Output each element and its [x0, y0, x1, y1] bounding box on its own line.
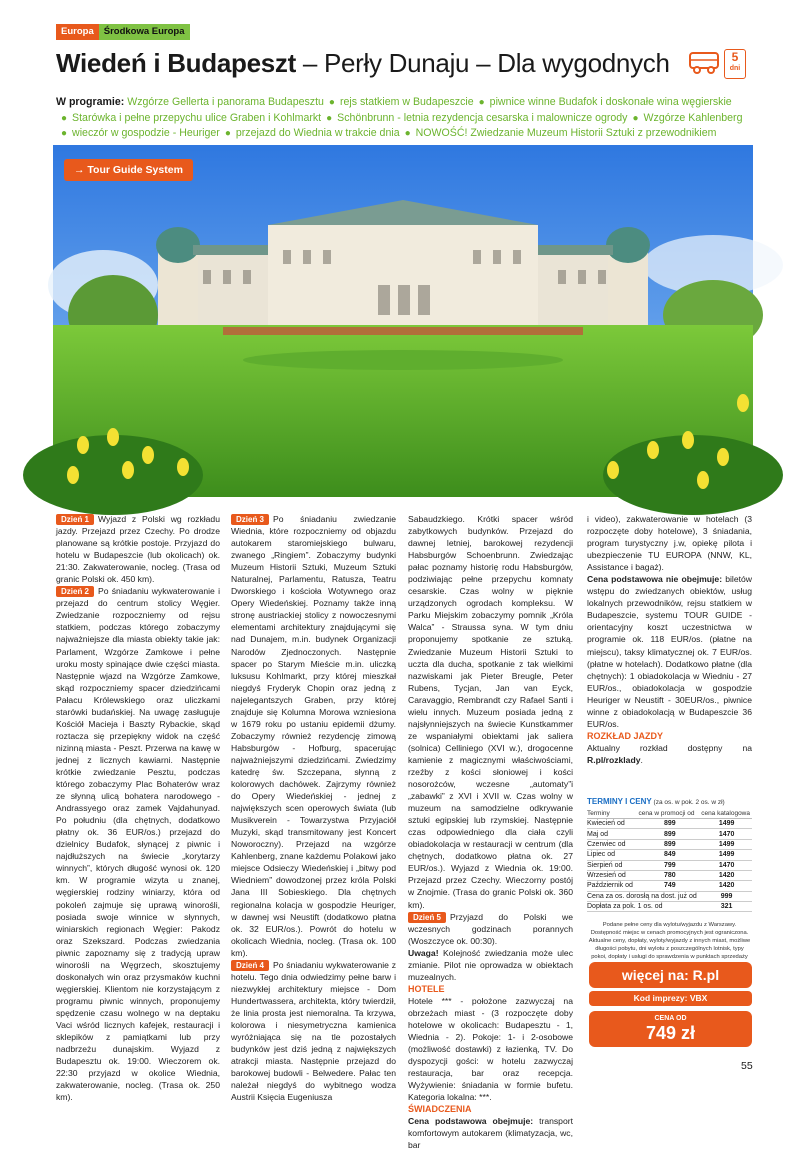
bullet-icon: ● [224, 128, 231, 139]
price-value: 749 zł [645, 1023, 696, 1043]
tour-code-label: Kod imprezy: VBX [589, 991, 752, 1006]
term-cell: Sierpień od [587, 860, 638, 870]
term-cell: Czerwiec od [587, 839, 638, 849]
single-room-label: Dopłata za pok. 1 os. od [587, 902, 701, 912]
breadcrumb-region[interactable]: Europa [56, 24, 99, 40]
table-row [587, 870, 752, 880]
price-label: CENA OD [654, 1015, 687, 1022]
promo-price-cell: 899 [638, 829, 701, 839]
exclusions-text: biletów wstępu do zwiedzanych obiektów, usług lokalnych przewodników, rejsu statkiem w Budapeszcie, systemu TOUR GUIDE - orientacyjny koszt uczestnictwa w programie ok. 118 EUR/os. (płatne na miejscu), taksy klimatycznej ok. 7 EUR/os. (płatne w hotelach). Dodatkowo płatne (dla chętnych): 1 obiadokolacja w Wiedniu - 27 EUR/os., obiadokolacja w gospodzie Heuriger w Neustift - 30EUR/os., piwnice winne z obiadokolacją w Budapeszcie 36 EUR/os. [587, 574, 752, 729]
itinerary-column-2 [231, 513, 396, 1103]
bullet-icon: ● [404, 128, 411, 139]
bullet-icon: ● [61, 128, 68, 139]
day-2-badge: Dzień 2 [56, 586, 94, 597]
prices-title: TERMINY I CENY [587, 797, 652, 806]
day-5-text: Przyjazd do Polski we wczesnych godzinach porannych (Woszczyce ok. 00:30). [408, 911, 573, 946]
term-cell: Maj od [587, 829, 638, 839]
table-row [587, 839, 752, 849]
belvedere-palace-image [53, 145, 753, 497]
program-item: NOWOŚĆ! Zwiedzanie Muzeum Historii Sztuki z przewodnikiem [415, 127, 717, 139]
schedule-text: Aktualny rozkład dostępny na [587, 742, 752, 753]
schedule-link[interactable]: R.pl/rozklady [587, 754, 641, 765]
days-unit: dni [729, 65, 741, 72]
col-header: cena katalogowa [701, 810, 750, 817]
warning-text: Kolejność zwiedzania może ulec zmianie. Pilot nie oprowadza w obiektach muzealnych. [408, 947, 573, 982]
day-3-badge: Dzień 3 [231, 514, 269, 525]
itinerary-column-1 [56, 513, 220, 1103]
hotels-text: Hotele *** - położone zazwyczaj na obrzeżach miast - (3 rozpoczęte doby hotelowe w okolicach: Budapesztu - 1, Wiednia - 2). Pokoje: 1- i 2-osobowe (możliwość dostawki) z łazienką, TV. Do dyspozycji gości: w hotelu zazwyczaj restauracja, bar oraz recepcja. Wyżywienie: śniadania w formie bufetu. Kategoria lokalna: ***. [408, 995, 573, 1103]
table-row [587, 819, 752, 829]
program-list [56, 95, 756, 142]
day-4-badge: Dzień 4 [231, 960, 269, 971]
promo-price-cell: 749 [638, 881, 701, 891]
single-room-price: 321 [701, 902, 752, 912]
table-row [587, 860, 752, 870]
catalog-price-cell: 1499 [701, 839, 752, 849]
catalog-price-cell: 1420 [701, 870, 752, 880]
catalog-price-cell: 1499 [701, 850, 752, 860]
page-number: 55 [741, 1060, 753, 1072]
catalog-price-cell: 1420 [701, 881, 752, 891]
program-item: przejazd do Wiednia w trakcie dnia [235, 127, 400, 139]
services-text: transport komfortowym autokarem (klimatyzacja, wc, bar [408, 1116, 573, 1151]
bullet-icon: ● [326, 112, 333, 124]
day-4-text-cont: Sabaudzkiego. Krótki spacer wśród zabytkowych budynków. Przejazd do dawnej letniej, barokowej rezydencji Habsburgów Schoenbrunn. Zwiedzając pałac poznamy historię rodu Habsburgów, podziwiając pełne przepychu komnaty cesarskie. Czas wolny w pięknie urządzonych ogrodach kompleksu. W Parku Miejskim zobaczymy pomnik „Króla Walca” - Straussa syna. W tym dniu proponujemy spotkanie ze sztuką. Zwiedzanie Muzeum Historii Sztuki to uczta dla ducha, spotkanie z tak wielkimi nazwiskami jak Pieter Breugle, Peter Rubens, Tycjan, Jan van Eyck, Caravaggio, Rembrandt czy Rafael Santi i wielu innych. Muzeum posiada jedną z najsłynniejszych na świecie Kunstkammer ze wspaniałymi obiektami jak saliera (solnica) Celliniego (XVI w.), drogocenne kamienie z magicznymi właściwościami, rzeźby z kości słoniowej i kości nosorożców, wczesne „automaty”i „zabawki” z XVI i XVII w. Czas wolny w muzeum na samodzielne odkrywanie sztuki egipskiej lub rzymskiej. Następnie czas odpowiedniego dla ciała czyli obiadokolacja w restauracji w centrum (dla chętnych, dodatkowo płatna ok. 27 EUR/os.). Wyjazd z Wiednia ok. 19:00. Przejazd przez Czechy. Wieczorny postój w Znojmie. (Trasa do granic Polski ok. 360 km). [408, 514, 573, 910]
hotels-heading: HOTELE [408, 983, 445, 994]
itinerary-column-3 [408, 513, 573, 1151]
catalog-price-cell: 1470 [701, 860, 752, 870]
program-item: Wzgórze Kahlenberg [643, 111, 743, 124]
title-sub: – Perły Dunaju – Dla wygodnych [295, 48, 670, 78]
day-2-text: Po śniadaniu wykwaterowanie i przejazd do centrum stolicy Węgier. Zwiedzanie rozpoczniemy od rejsu statkiem, podczas którego zobaczymy najważniejsze dla miasta obiekty takie jak: Parlament, Wzgórze Zamkowe i pełne uroku mosty spinające dwie części miasta. Następnie wjazd na Wzgórze Zamkowe, skąd rozpoczniemy spacer dziedzińcami Pałacu Królewskiego oraz uliczkami starówki budańskiej. Na uwagę zasługuje Kościół Macieja i Baszty Rybackie, skąd roztacza się przepiękny widok na część nizinną miasta - Peszt. Przerwa na kawę w jednej z licznych kawiarni. Następnie krótkie zwiedzanie Pesztu, podczas którego zobaczymy Plac Bohaterów wraz ze słynną ulicą bohatera narodowego - Andrassyego oraz zamek Vajdahunyad. Po południu (dla chętnych, dodatkowo płatny ok. 36 EUR/os.) przejazd do dzielnicy Budafok, słynącej z piwnic i najdłuższych na świecie „korytarzy winnych”, których długość wynosi ok. 120 km. W programie wizyta u znanej, węgierskiej rodziny winiarzy, która od pokoleń zajmuje się uprawą winorośli, posiada swoje winnice w słynnych, winiarskich regionach Węgier: Pakodz oraz Szekszard. Podczas zwiedzania piwnic zapoznamy się z tradycją upraw winorośli na Węgrzech, skosztujemy doskonałych win oraz przysmaków kuchni węgierskiej. Klientom nie korzystającym z programu piwnic winnych, proponujemy spędzenie czasu wolnego w na deptaku Vaci wśród licznych kafejek, restauracji i sklepików z pamiątkami lub przy nadbrzeżu dunajskim. Wyjazd z Budapesztu ok. 19:00. Wieczorem ok. 22:30 przyjazd w okolice Wiednia, zakwaterowanie, nocleg. (Trasa ok. 250 km). [56, 586, 220, 1103]
trip-badges [688, 49, 746, 79]
breadcrumb-subregion[interactable]: Środkowa Europa [99, 24, 190, 40]
term-cell: Lipiec od [587, 850, 638, 860]
hero-photo [53, 145, 753, 497]
col-header: cena w promocji od [638, 809, 701, 819]
promo-price-cell: 799 [638, 860, 701, 870]
catalog-price-cell: 1499 [701, 819, 752, 829]
day-1-text: Wyjazd z Polski wg rozkładu jazdy. Przejazd przez Czechy. Po drodze planowane są krótkie postoje. Przyjazd do hotelu w Budapeszcie (lub okolicach) ok. 21:30. Zakwaterowanie, nocleg. (Trasa od granic Polski ok. 450 km). [56, 514, 220, 585]
promo-price-cell: 899 [638, 819, 701, 829]
prices-subtitle: (za os. w pok. 2 os. w zł) [651, 799, 725, 806]
table-row [587, 902, 752, 912]
services-label: Cena podstawowa obejmuje: [408, 1116, 534, 1127]
bullet-icon: ● [632, 112, 639, 124]
program-item: rejs statkiem w Budapeszcie [339, 96, 474, 108]
term-cell: Wrzesień od [587, 870, 638, 880]
table-row [587, 881, 752, 891]
bullet-icon: ● [478, 97, 485, 108]
catalog-price-cell: 1470 [701, 829, 752, 839]
day-5-badge: Dzień 5 [408, 912, 446, 923]
day-3-text: Po śniadaniu zwiedzanie Wiednia, które rozpoczniemy od objazdu autokarem staromiejskiego bulwaru, zwanego „Ringiem”. Zobaczymy budynki Muzeum Historii Sztuki, Muzeum Sztuki Naturalnej, Parlamentu, Ratusza, Teatru Dworskiego i kościoła Wotywnego oraz Opery Wiedeńskiej. Poznamy także inną stronę austriackiej stolicy z nowoczesnymi elementami architektury znajdującymi się nad Dunajem, m.in. budynek Organizacji Narodów Zjednoczonych. Następnie spacer po Starym Mieście m.in. uliczką luksusu Kohlmarkt, przy której mieszkał niegdyś Fryderyk Chopin oraz jedną z najelegantszych Graben, przy której znajduje się Kolumna Morowa wzniesiona w 1679 roku po ustaniu epidemii dżumy. Zobaczymy również rezydencję zimową Habsburgów - Hofburg, spacerując najważniejszymi dziedzińcami. Zwiedzimy katedrę św. Szczepana, słynną z kolorowych dachówek. Zajrzymy również do Opery Wiedeńskiej - jednej z największych scen operowych świata (lub Musikverein - Towarzystwa Przyjaciół Muzyki, skąd transmitowany jest Koncert Noworoczny). Przejazd na wzgórze Kahlenberg, znane każdemu Polakowi jako miejsce Odsieczy Wiedeńskiej i „bitwy pod Wiedniem” dowodzonej przez króla Polski Jana III Sobieskiego. Dla chętnych regionalna kolacja w gospodzie Heuriger, w dawnej wsi Neustift (dodatkowo płatna ok. 32 EUR/os.). Powrót do hotelu w okolicach Wiednia, nocleg. (Trasa ok. 100 km). [231, 514, 396, 958]
prices-note: Podane pełne ceny dla wylotu/wyjazdu z Warszawy. Dostępność miejsc w cenach promocyjnych jest ograniczona. Aktualne ceny, dopłaty, wyloty/wyjazdy z innych miast, możliwe długości pobytu, dni wylotu z poszczególnych lotnisk, typy pokoi, dopłaty i usługi do sprawdzenia w punktach sprzedaży [588, 922, 751, 960]
table-row [587, 829, 752, 839]
more-info-button[interactable]: więcej na: R.pl [589, 962, 752, 988]
program-item: Starówka i pełne przepychu ulice Graben i Kohlmarkt [72, 111, 322, 124]
bus-icon [688, 49, 720, 75]
breadcrumb [56, 24, 190, 40]
schedule-text-end: . [640, 754, 643, 765]
promo-price-cell: 849 [638, 850, 701, 860]
day-4-text: Po śniadaniu wykwaterowanie z hotelu. Tego dnia odwiedzimy pełne barw i niezwykłej architektury miejsce - Dom Hundertwassera, architekta, który twierdził, że linia prosta jest niemoralna. Ta krzywa, kolorowa i niesymetryczna kamienica wyróżniająca się na tle pozostałych budynków jest dziś jedną z największych atrakcji miasta. Następnie przejazd do barokowej budowli - Belwedere. Pałac ten należał niegdyś do wybitnego wodza Austrii Księcia Eugeniusza [231, 959, 396, 1103]
table-row [587, 891, 752, 901]
program-item: Schönbrunn - letnia rezydencja cesarska i malownicze ogrody [337, 111, 628, 124]
program-item: wieczór w gospodzie - Heuriger [72, 127, 220, 139]
program-item: piwnice winne Budafok i doskonałe wina węgierskie [489, 96, 732, 108]
title-main: Wiedeń i Budapeszt [56, 48, 296, 78]
bullet-icon: ● [61, 112, 68, 124]
prices-header-row [587, 809, 752, 819]
schedule-heading: ROZKŁAD JAZDY [587, 730, 663, 741]
days-badge [724, 49, 746, 79]
program-label: W programie: [56, 96, 125, 108]
prices-table [587, 797, 752, 912]
services-text-cont: i video), zakwaterowanie w hotelach (3 rozpoczęte doby hotelowe), 3 śniadania, program turystyczny j.w, opiekę pilota i ubezpieczenie TU EUROPA (NNW, KL, Assistance i bagaż). [587, 514, 752, 573]
tour-guide-badge[interactable]: → Tour Guide System [64, 159, 193, 181]
program-item: Wzgórze Gellerta i panorama Budapesztu [127, 96, 324, 108]
exclusions-label: Cena podstawowa nie obejmuje: [587, 574, 723, 585]
extra-bed-price: 999 [701, 891, 752, 901]
extra-bed-label: Cena za os. dorosłą na dost. już od [587, 891, 701, 901]
promo-price-cell: 780 [638, 870, 701, 880]
itinerary-column-4 [587, 513, 752, 766]
page-title [56, 48, 670, 79]
term-cell: Kwiecień od [587, 819, 638, 829]
prices-heading [587, 797, 752, 806]
days-number: 5 [731, 50, 739, 64]
col-header: Terminy [587, 809, 638, 819]
table-row [587, 850, 752, 860]
warning-label: Uwaga! [408, 947, 439, 958]
promo-price-cell: 899 [638, 839, 701, 849]
price-box [589, 1011, 752, 1047]
day-1-badge: Dzień 1 [56, 514, 94, 525]
services-heading: ŚWIADCZENIA [408, 1104, 472, 1115]
term-cell: Październik od [587, 881, 638, 891]
bullet-icon: ● [328, 97, 335, 108]
